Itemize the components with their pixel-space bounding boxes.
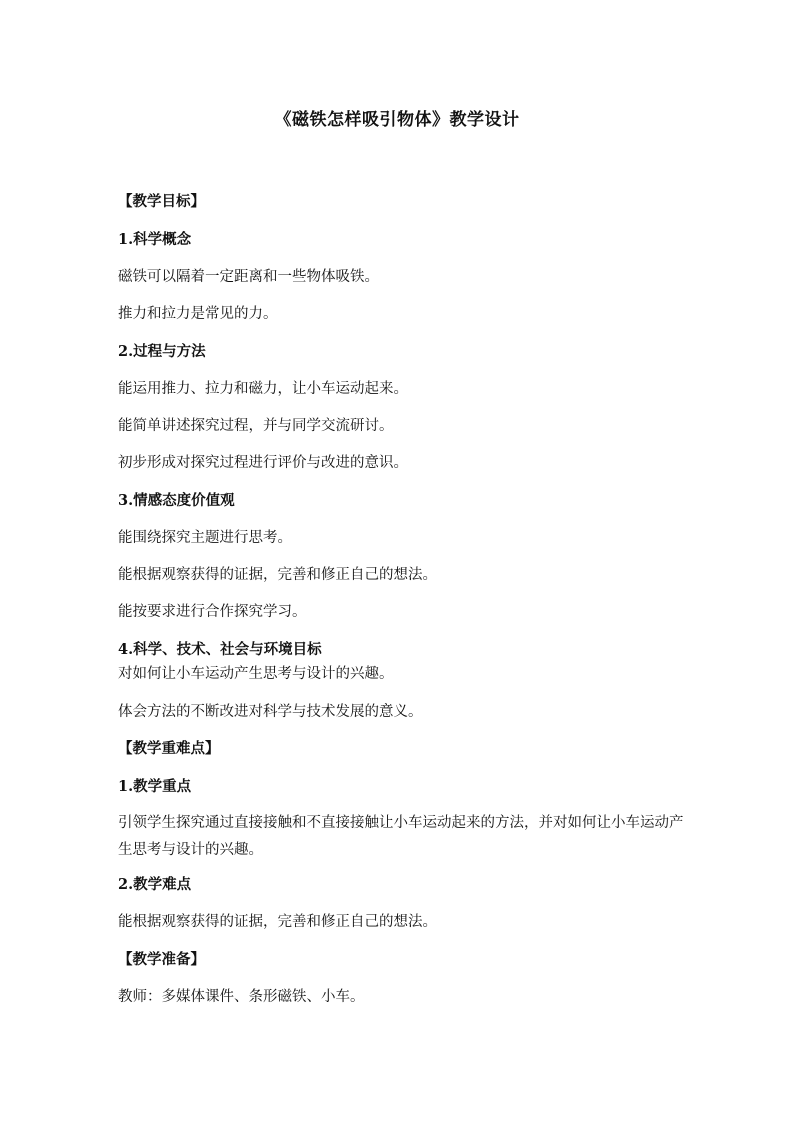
- key-difficult-heading: 【教学重难点】: [118, 740, 220, 757]
- attitude-values-heading: 3.情感态度价值观: [118, 492, 235, 509]
- attitude-values-item: 能围绕探究主题进行思考。: [118, 530, 292, 546]
- difficult-point-text: 能根据观察获得的证据，完善和修正自己的想法。: [118, 914, 437, 930]
- sts-item: 对如何让小车运动产生思考与设计的兴趣。: [118, 666, 394, 682]
- process-method-item: 能简单讲述探究过程，并与同学交流研讨。: [118, 418, 394, 434]
- attitude-values-item: 能根据观察获得的证据，完善和修正自己的想法。: [118, 567, 437, 583]
- science-concept-heading: 1.科学概念: [118, 231, 192, 248]
- science-concept-item: 磁铁可以隔着一定距离和一些物体吸铁。: [118, 269, 379, 285]
- sts-heading: 4.科学、技术、社会与环境目标: [118, 641, 322, 658]
- science-concept-item: 推力和拉力是常见的力。: [118, 306, 278, 322]
- difficult-point-heading: 2.教学难点: [118, 876, 192, 893]
- preparation-text: 教师：多媒体课件、条形磁铁、小车。: [118, 989, 365, 1005]
- process-method-heading: 2.过程与方法: [118, 343, 206, 360]
- objectives-heading: 【教学目标】: [118, 193, 205, 210]
- key-point-text: 引领学生探究通过直接接触和不直接接触让小车运动起来的方法，并对如何让小车运动产生思考与设计的兴趣。: [118, 815, 684, 858]
- process-method-item: 能运用推力、拉力和磁力，让小车运动起来。: [118, 381, 408, 397]
- key-point-heading: 1.教学重点: [118, 778, 192, 795]
- sts-item: 体会方法的不断改进对科学与技术发展的意义。: [118, 704, 423, 720]
- attitude-values-item: 能按要求进行合作探究学习。: [118, 604, 307, 620]
- page-title: 《磁铁怎样吸引物体》教学设计: [274, 110, 520, 130]
- process-method-item: 初步形成对探究过程进行评价与改进的意识。: [118, 455, 408, 471]
- preparation-heading: 【教学准备】: [118, 951, 205, 968]
